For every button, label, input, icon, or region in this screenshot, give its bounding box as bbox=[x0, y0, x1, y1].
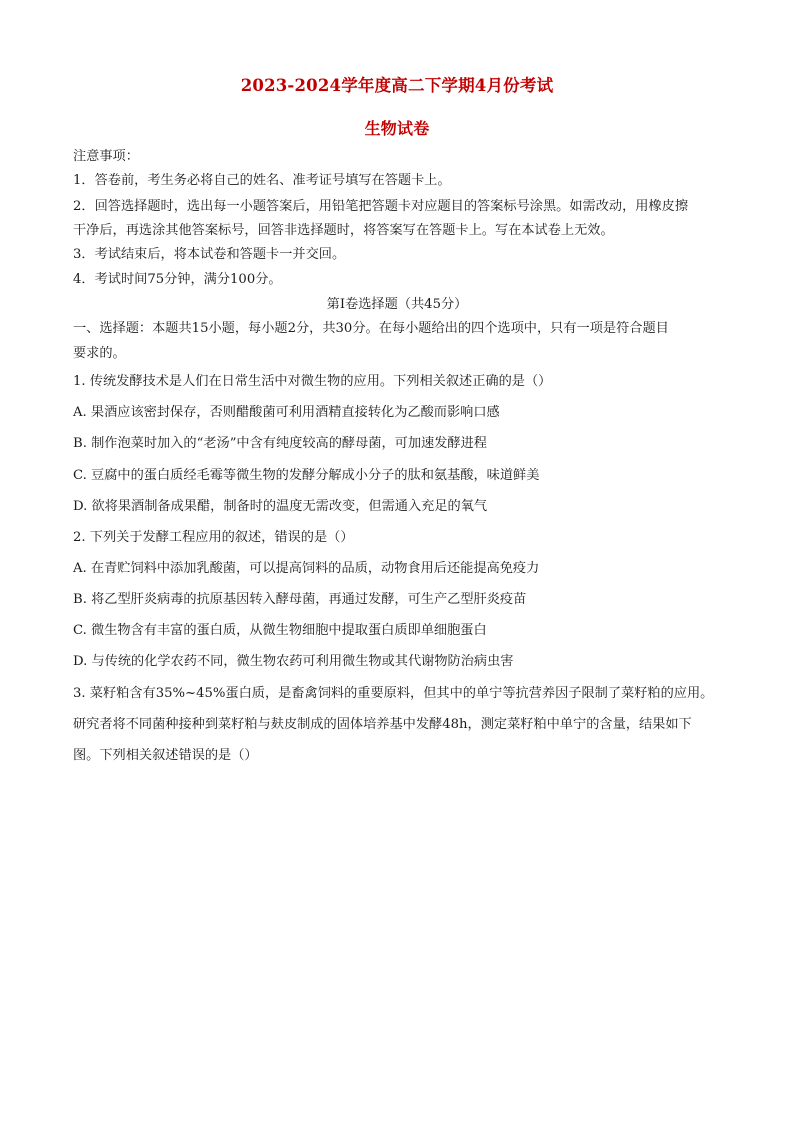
question-2-stem: 2. 下列关于发酵工程应用的叙述，错误的是（） bbox=[73, 530, 354, 545]
question-1-option-c: C. 豆腐中的蛋白质经毛霉等微生物的发酵分解成小分子的肽和氨基酸，味道鲜美 bbox=[73, 468, 540, 483]
section-instruction: 一、选择题：本题共15小题，每小题2分，共30分。在每小题给出的四个选项中，只有一项是符合题目 bbox=[73, 321, 669, 336]
notice-item-2: 2．回答选择题时，选出每一小题答案后，用铅笔把答题卡对应题目的答案标号涂黑。如需改动，用橡皮擦 bbox=[73, 199, 689, 214]
question-1-option-a: A. 果酒应该密封保存，否则醋酸菌可利用酒精直接转化为乙酸而影响口感 bbox=[73, 405, 500, 420]
question-2-option-b: B. 将乙型肝炎病毒的抗原基因转入酵母菌，再通过发酵，可生产乙型肝炎疫苗 bbox=[73, 592, 527, 607]
section-instruction-cont: 要求的。 bbox=[73, 346, 126, 361]
notice-item-2-cont: 干净后，再选涂其他答案标号，回答非选择题时，将答案写在答题卡上。写在本试卷上无效。 bbox=[73, 223, 614, 238]
notice-item-4: 4．考试时间75分钟，满分100分。 bbox=[73, 272, 282, 287]
question-2-option-c: C. 微生物含有丰富的蛋白质，从微生物细胞中提取蛋白质即单细胞蛋白 bbox=[73, 623, 487, 638]
question-3-stem: 3. 菜籽粕含有35%~45%蛋白质，是畜禽饲料的重要原料，但其中的单宁等抗营养因子限制了菜籽粕的应用。 bbox=[73, 686, 714, 701]
question-2-option-a: A. 在青贮饲料中添加乳酸菌，可以提高饲料的品质，动物食用后还能提高免疫力 bbox=[73, 561, 540, 576]
section-title: 第Ⅰ卷选择题（共45分） bbox=[326, 297, 468, 312]
exam-title: 2023-2024学年度高二下学期4月份考试 bbox=[240, 76, 554, 95]
question-2-option-d: D. 与传统的化学农药不同，微生物农药可利用微生物或其代谢物防治病虫害 bbox=[73, 654, 514, 669]
notice-heading: 注意事项： bbox=[73, 149, 139, 164]
exam-subtitle: 生物试卷 bbox=[364, 119, 430, 138]
notice-item-1: 1．答卷前，考生务必将自己的姓名、准考证号填写在答题卡上。 bbox=[73, 173, 451, 188]
question-1-option-d: D. 欲将果酒制备成果醋，制备时的温度无需改变，但需通入充足的氧气 bbox=[73, 499, 488, 514]
question-3-stem-cont-2: 图。下列相关叙述错误的是（） bbox=[73, 748, 258, 763]
notice-item-3: 3．考试结束后，将本试卷和答题卡一并交回。 bbox=[73, 247, 346, 262]
question-1-option-b: B. 制作泡菜时加入的“老汤”中含有纯度较高的酵母菌，可加速发酵进程 bbox=[73, 436, 487, 451]
question-3-stem-cont-1: 研究者将不同菌种接种到菜籽粕与麸皮制成的固体培养基中发酵48h，测定菜籽粕中单宁的含量，结果如下 bbox=[73, 717, 692, 732]
question-1-stem: 1. 传统发酵技术是人们在日常生活中对微生物的应用。下列相关叙述正确的是（） bbox=[73, 374, 552, 389]
